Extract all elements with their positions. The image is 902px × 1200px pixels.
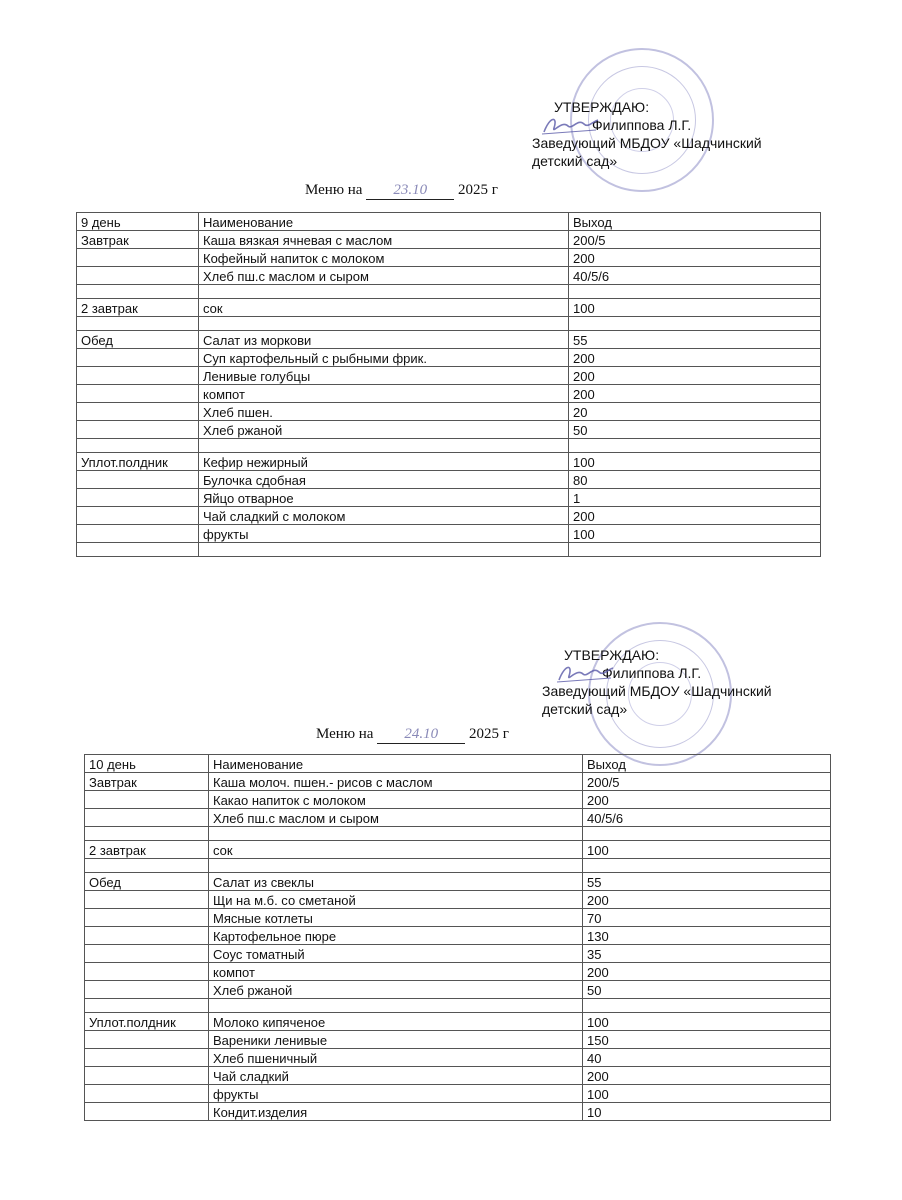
- output-cell: 50: [583, 981, 831, 999]
- output-cell: 100: [569, 299, 821, 317]
- menu-table-9-day: [76, 212, 821, 557]
- table-row: [85, 927, 831, 945]
- output-cell: [569, 439, 821, 453]
- meal-cell: [77, 403, 199, 421]
- dish-cell: Хлеб ржаной: [199, 421, 569, 439]
- output-cell: [569, 285, 821, 299]
- meal-cell: [85, 859, 209, 873]
- meal-cell: [77, 267, 199, 285]
- table-row: [77, 299, 821, 317]
- meal-cell: 2 завтрак: [77, 299, 199, 317]
- output-cell: 200/5: [569, 231, 821, 249]
- header-day: 9 день: [77, 213, 199, 231]
- table-row: [85, 841, 831, 859]
- header-output: Выход: [569, 213, 821, 231]
- approval-position-cont: детский сад»: [532, 153, 618, 169]
- meal-cell: [85, 1067, 209, 1085]
- table-row: [85, 873, 831, 891]
- output-cell: 55: [569, 331, 821, 349]
- meal-cell: [77, 249, 199, 267]
- header-name: Наименование: [209, 755, 583, 773]
- table-row: [85, 1067, 831, 1085]
- menu-title-prefix: Меню на: [316, 726, 374, 742]
- table-row: [85, 1103, 831, 1121]
- output-cell: 100: [569, 525, 821, 543]
- meal-cell: Уплот.полдник: [77, 453, 199, 471]
- output-cell: 200: [569, 249, 821, 267]
- meal-cell: [85, 909, 209, 927]
- output-cell: 55: [583, 873, 831, 891]
- table-row: [85, 1031, 831, 1049]
- table-row: [77, 367, 821, 385]
- signature-icon: [555, 660, 615, 686]
- output-cell: [569, 317, 821, 331]
- meal-cell: [77, 543, 199, 557]
- output-cell: [583, 827, 831, 841]
- table-row: [85, 827, 831, 841]
- menu-table-10-day: [84, 754, 831, 1121]
- output-cell: 150: [583, 1031, 831, 1049]
- output-cell: 100: [569, 453, 821, 471]
- output-cell: 200: [583, 963, 831, 981]
- output-cell: 200: [569, 349, 821, 367]
- menu-date: 23.10: [366, 182, 454, 200]
- table-row: [85, 809, 831, 827]
- approval-name: Филиппова Л.Г.: [592, 117, 692, 133]
- output-cell: 200: [583, 1067, 831, 1085]
- dish-cell: Чай сладкий с молоком: [199, 507, 569, 525]
- dish-cell: Вареники ленивые: [209, 1031, 583, 1049]
- meal-cell: [77, 385, 199, 403]
- dish-cell: [199, 543, 569, 557]
- dish-cell: Щи на м.б. со сметаной: [209, 891, 583, 909]
- dish-cell: Хлеб ржаной: [209, 981, 583, 999]
- dish-cell: Картофельное пюре: [209, 927, 583, 945]
- approval-position: Заведующий МБДОУ «Шадчинский: [532, 135, 762, 151]
- dish-cell: компот: [209, 963, 583, 981]
- table-row: [77, 349, 821, 367]
- output-cell: 130: [583, 927, 831, 945]
- dish-cell: Хлеб пш.с маслом и сыром: [199, 267, 569, 285]
- dish-cell: Кондит.изделия: [209, 1103, 583, 1121]
- meal-cell: [85, 981, 209, 999]
- dish-cell: Каша молоч. пшен.- рисов с маслом: [209, 773, 583, 791]
- output-cell: 200: [583, 791, 831, 809]
- dish-cell: Мясные котлеты: [209, 909, 583, 927]
- header-output: Выход: [583, 755, 831, 773]
- table-row: [85, 981, 831, 999]
- output-cell: 100: [583, 1013, 831, 1031]
- table-row: [85, 1049, 831, 1067]
- dish-cell: Каша вязкая ячневая с маслом: [199, 231, 569, 249]
- meal-cell: [77, 489, 199, 507]
- dish-cell: сок: [199, 299, 569, 317]
- table-row: [85, 773, 831, 791]
- approval-title: УТВЕРЖДАЮ:: [554, 99, 650, 115]
- table-row: [85, 963, 831, 981]
- dish-cell: Ленивые голубцы: [199, 367, 569, 385]
- dish-cell: Суп картофельный с рыбными фрик.: [199, 349, 569, 367]
- header-name: Наименование: [199, 213, 569, 231]
- table-header-row: [85, 755, 831, 773]
- meal-cell: [85, 1103, 209, 1121]
- output-cell: [583, 859, 831, 873]
- approval-position-cont: детский сад»: [542, 701, 628, 717]
- meal-cell: [77, 367, 199, 385]
- meal-cell: [77, 285, 199, 299]
- meal-cell: [85, 927, 209, 945]
- dish-cell: Какао напиток с молоком: [209, 791, 583, 809]
- meal-cell: [77, 525, 199, 543]
- dish-cell: Чай сладкий: [209, 1067, 583, 1085]
- table-row: [85, 791, 831, 809]
- output-cell: 40/5/6: [583, 809, 831, 827]
- meal-cell: [85, 1031, 209, 1049]
- menu-title-2: [316, 726, 509, 744]
- meal-cell: [85, 945, 209, 963]
- table-row: [77, 525, 821, 543]
- meal-cell: [85, 809, 209, 827]
- output-cell: 40: [583, 1049, 831, 1067]
- output-cell: 50: [569, 421, 821, 439]
- output-cell: 200/5: [583, 773, 831, 791]
- output-cell: 100: [583, 841, 831, 859]
- approval-title: УТВЕРЖДАЮ:: [564, 647, 660, 663]
- output-cell: 70: [583, 909, 831, 927]
- meal-cell: [85, 1085, 209, 1103]
- table-row: [77, 507, 821, 525]
- meal-cell: Завтрак: [77, 231, 199, 249]
- menu-title-1: [305, 182, 498, 200]
- table-row: [77, 421, 821, 439]
- table-row: [77, 403, 821, 421]
- meal-cell: [77, 317, 199, 331]
- output-cell: [583, 999, 831, 1013]
- dish-cell: [209, 999, 583, 1013]
- meal-cell: Обед: [85, 873, 209, 891]
- menu-title-suffix: 2025 г: [457, 182, 498, 198]
- meal-cell: Завтрак: [85, 773, 209, 791]
- menu-title-prefix: Меню на: [305, 182, 363, 198]
- table-row: [77, 331, 821, 349]
- table-row: [77, 453, 821, 471]
- menu-date: 24.10: [377, 726, 465, 744]
- meal-cell: [85, 791, 209, 809]
- table-row: [85, 859, 831, 873]
- dish-cell: Кефир нежирный: [199, 453, 569, 471]
- output-cell: 200: [569, 385, 821, 403]
- table-row: [77, 231, 821, 249]
- meal-cell: [77, 349, 199, 367]
- dish-cell: фрукты: [199, 525, 569, 543]
- dish-cell: Хлеб пш.с маслом и сыром: [209, 809, 583, 827]
- meal-cell: [85, 999, 209, 1013]
- dish-cell: сок: [209, 841, 583, 859]
- meal-cell: [77, 421, 199, 439]
- output-cell: 40/5/6: [569, 267, 821, 285]
- meal-cell: [85, 963, 209, 981]
- approval-position: Заведующий МБДОУ «Шадчинский: [542, 683, 772, 699]
- meal-cell: [85, 1049, 209, 1067]
- table-row: [77, 285, 821, 299]
- table-header-row: [77, 213, 821, 231]
- meal-cell: [77, 507, 199, 525]
- dish-cell: Булочка сдобная: [199, 471, 569, 489]
- dish-cell: [209, 827, 583, 841]
- output-cell: [569, 543, 821, 557]
- meal-cell: [77, 439, 199, 453]
- table-row: [77, 439, 821, 453]
- table-row: [85, 1013, 831, 1031]
- dish-cell: Салат из моркови: [199, 331, 569, 349]
- output-cell: 100: [583, 1085, 831, 1103]
- dish-cell: [209, 859, 583, 873]
- table-row: [77, 385, 821, 403]
- dish-cell: компот: [199, 385, 569, 403]
- table-row: [85, 999, 831, 1013]
- meal-cell: [77, 471, 199, 489]
- meal-cell: Уплот.полдник: [85, 1013, 209, 1031]
- meal-cell: [85, 891, 209, 909]
- dish-cell: Яйцо отварное: [199, 489, 569, 507]
- table-row: [77, 543, 821, 557]
- meal-cell: 2 завтрак: [85, 841, 209, 859]
- table-row: [85, 891, 831, 909]
- table-row: [85, 945, 831, 963]
- table-row: [77, 471, 821, 489]
- approval-name: Филиппова Л.Г.: [602, 665, 702, 681]
- output-cell: 80: [569, 471, 821, 489]
- output-cell: 200: [583, 891, 831, 909]
- output-cell: 200: [569, 367, 821, 385]
- header-day: 10 день: [85, 755, 209, 773]
- dish-cell: [199, 439, 569, 453]
- table-row: [77, 489, 821, 507]
- dish-cell: фрукты: [209, 1085, 583, 1103]
- output-cell: 35: [583, 945, 831, 963]
- table-row: [77, 249, 821, 267]
- dish-cell: Соус томатный: [209, 945, 583, 963]
- dish-cell: Молоко кипяченое: [209, 1013, 583, 1031]
- table-row: [85, 1085, 831, 1103]
- dish-cell: Хлеб пшеничный: [209, 1049, 583, 1067]
- table-row: [77, 317, 821, 331]
- dish-cell: [199, 317, 569, 331]
- output-cell: 10: [583, 1103, 831, 1121]
- output-cell: 20: [569, 403, 821, 421]
- meal-cell: [85, 827, 209, 841]
- output-cell: 1: [569, 489, 821, 507]
- table-row: [77, 267, 821, 285]
- signature-icon: [540, 112, 600, 138]
- dish-cell: Салат из свеклы: [209, 873, 583, 891]
- dish-cell: Кофейный напиток с молоком: [199, 249, 569, 267]
- dish-cell: [199, 285, 569, 299]
- output-cell: 200: [569, 507, 821, 525]
- dish-cell: Хлеб пшен.: [199, 403, 569, 421]
- menu-title-suffix: 2025 г: [468, 726, 509, 742]
- table-row: [85, 909, 831, 927]
- meal-cell: Обед: [77, 331, 199, 349]
